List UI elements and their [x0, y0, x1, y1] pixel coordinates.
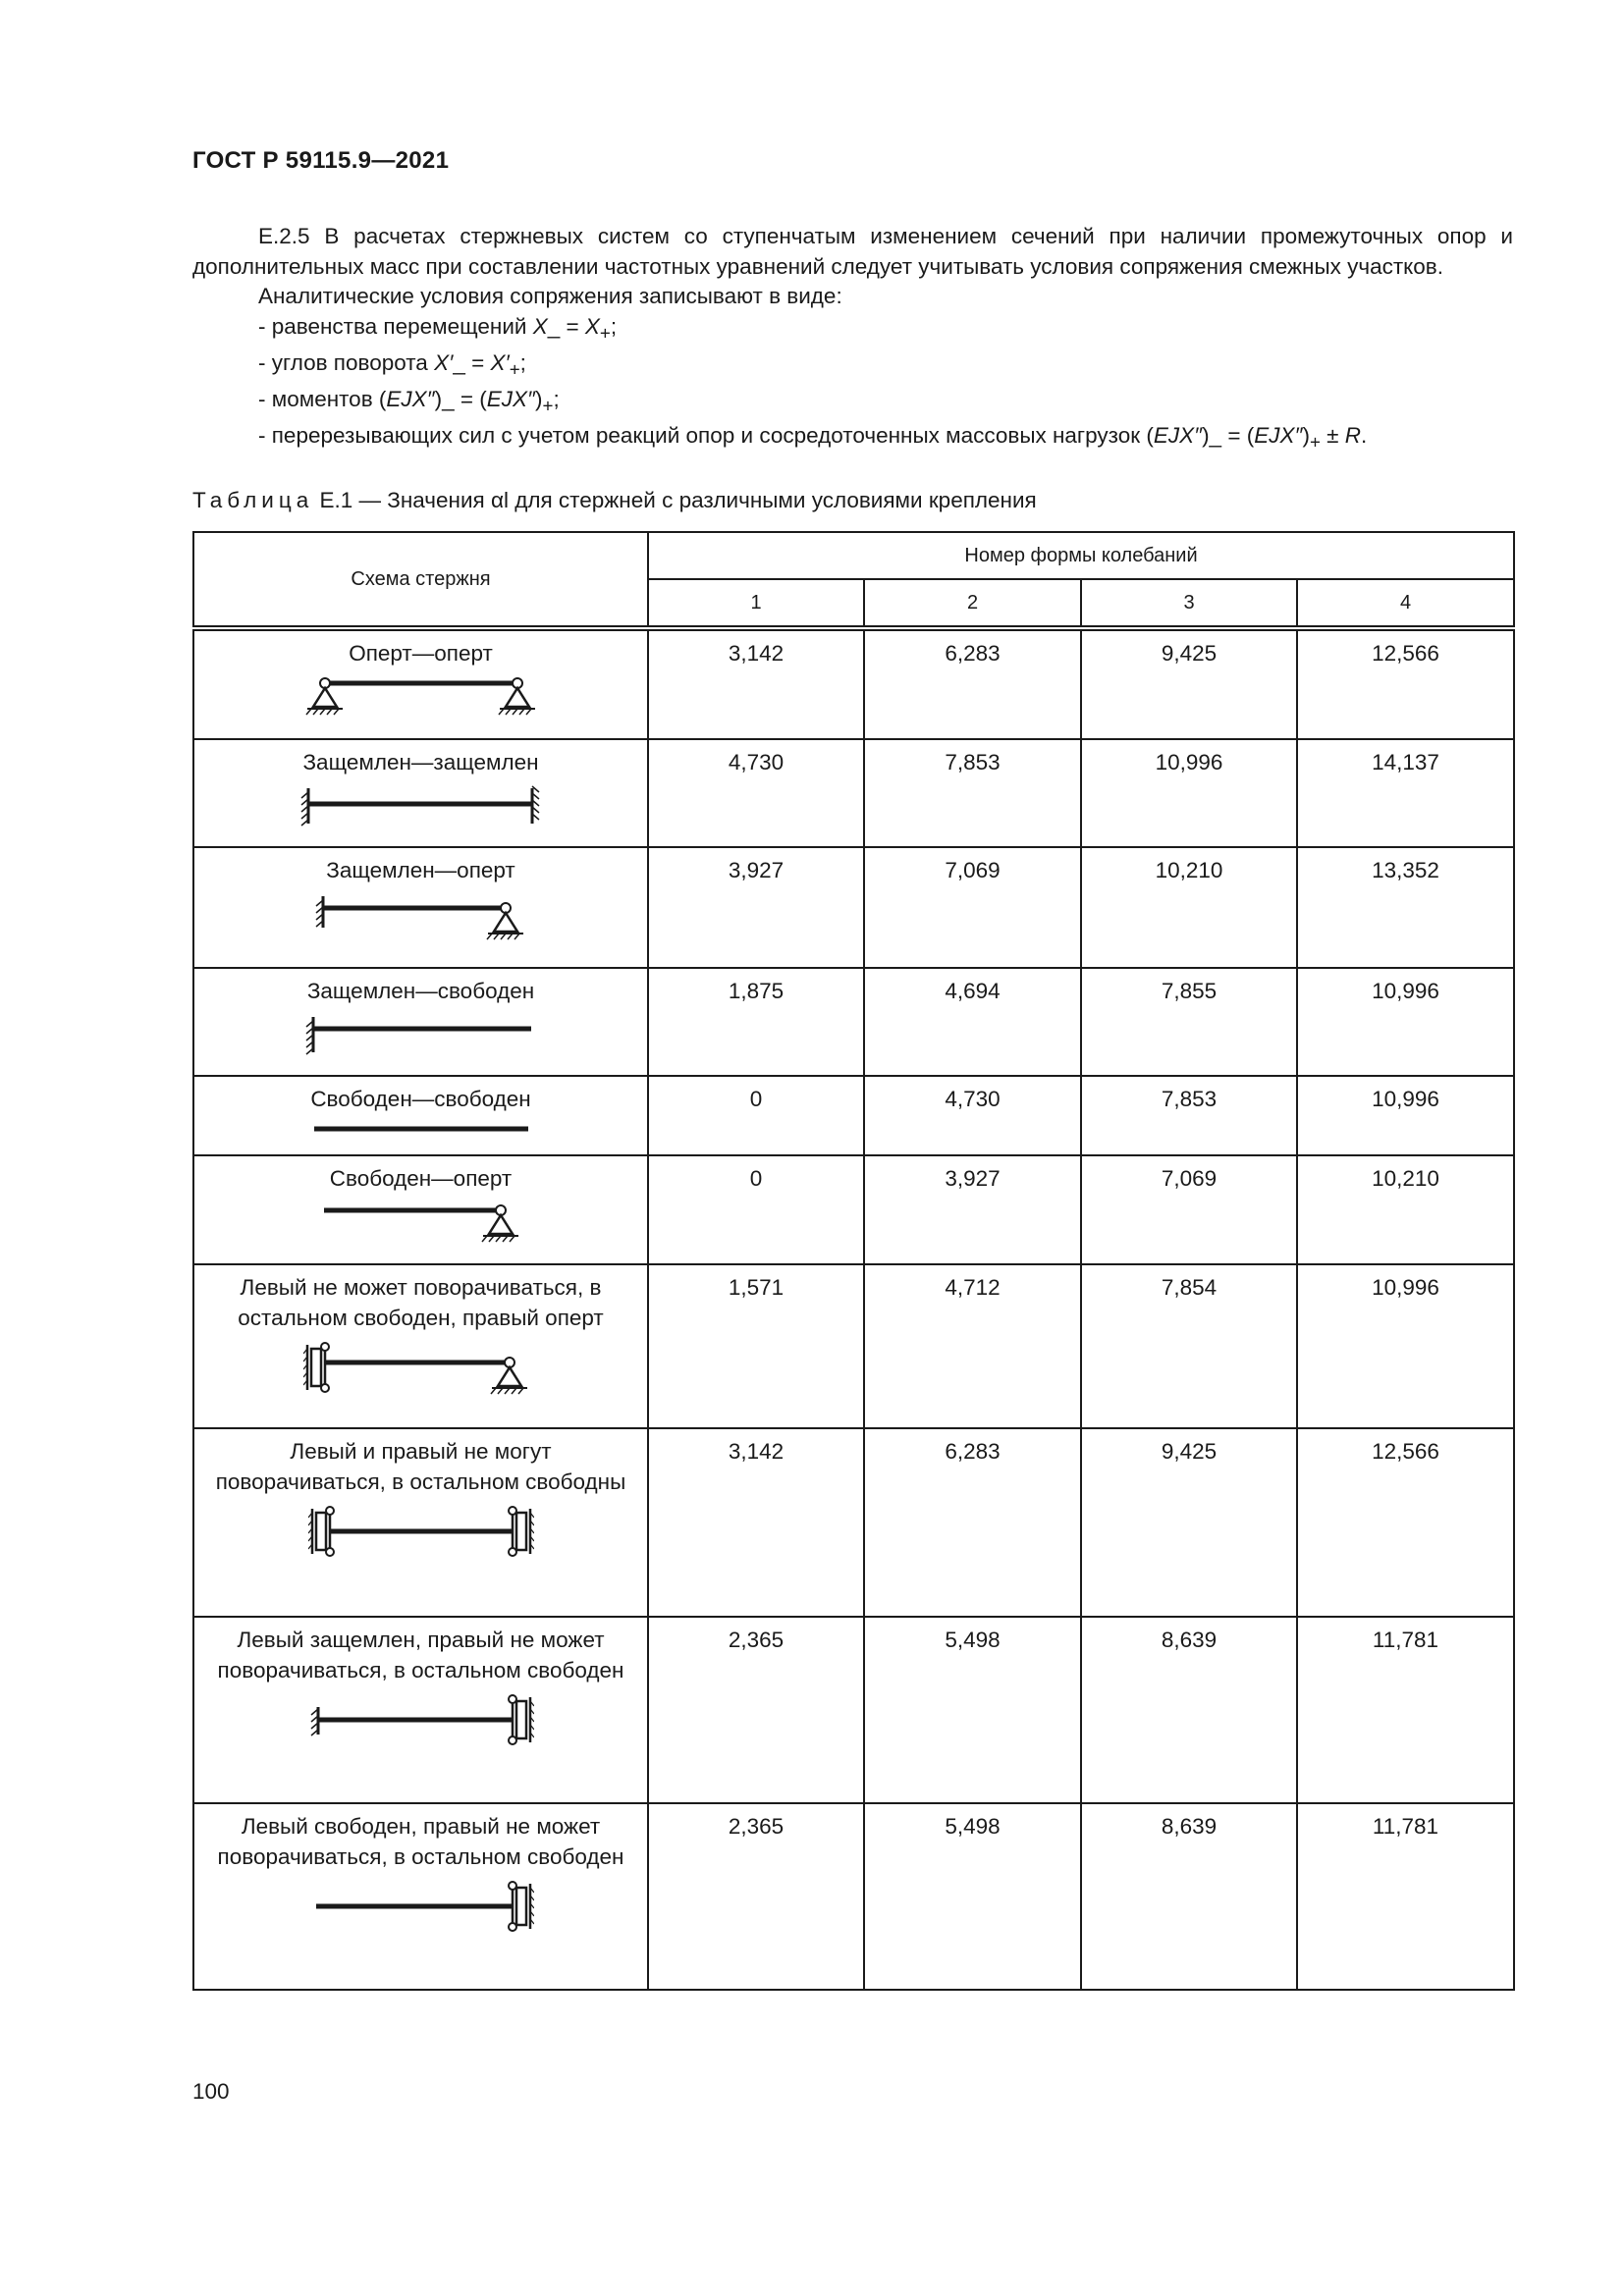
condition-displacements-text: - равенства перемещений	[258, 313, 533, 339]
scheme-name: Оперт—оперт	[349, 641, 493, 666]
table-caption	[192, 488, 1037, 513]
value-cell: 4,730	[864, 1076, 1081, 1155]
value-cell: 8,639	[1081, 1803, 1297, 1990]
value-cell: 7,854	[1081, 1264, 1297, 1428]
value-cell: 3,142	[648, 1428, 864, 1617]
scheme-cell	[193, 1617, 648, 1803]
table-row	[193, 1803, 1514, 1990]
value-cell: 10,210	[1081, 847, 1297, 968]
value-cell: 11,781	[1297, 1803, 1514, 1990]
value-cell: 3,927	[648, 847, 864, 968]
scheme-name: Защемлен—оперт	[326, 858, 515, 882]
value-cell: 6,283	[864, 1428, 1081, 1617]
value-cell: 9,425	[1081, 628, 1297, 739]
alpha-l-table	[192, 531, 1515, 1991]
scheme-name: Защемлен—свободен	[306, 979, 535, 1003]
condition-rotation: - углов поворота X′_ = $X'_+$;	[258, 349, 526, 379]
scheme-cell	[193, 847, 648, 968]
header-mode-1: 1	[648, 579, 864, 628]
scheme-name: Левый и правый не могут поворачиваться, в остальном свободны	[215, 1439, 626, 1494]
value-cell: 10,996	[1297, 1076, 1514, 1155]
scheme-name: Свободен—свободен	[310, 1087, 531, 1111]
body-text	[192, 222, 1513, 457]
table-row	[193, 968, 1514, 1076]
condition-moments-text: - моментов	[258, 386, 379, 411]
page-number: 100	[192, 2079, 230, 2104]
value-cell: 2,365	[648, 1803, 864, 1990]
table-row	[193, 847, 1514, 968]
value-cell: 13,352	[1297, 847, 1514, 968]
guided-guided-icon	[308, 1503, 534, 1564]
value-cell: 4,694	[864, 968, 1081, 1076]
clamped-free-icon	[303, 1013, 539, 1056]
table-row	[193, 1155, 1514, 1264]
scheme-cell	[193, 968, 648, 1076]
value-cell: 9,425	[1081, 1428, 1297, 1617]
condition-shear: - перерезывающих сил с учетом реакций опор и сосредоточенных массовых нагрузок (EJX″)_ = $(EJX'')_+ \pm R$.	[258, 422, 1368, 452]
scheme-name: Левый защемлен, правый не может поворачиваться, в остальном свободен	[217, 1628, 624, 1682]
value-cell: 4,730	[648, 739, 864, 847]
free-pinned-icon	[318, 1201, 524, 1248]
value-cell: 7,853	[864, 739, 1081, 847]
clamped-guided-icon	[308, 1691, 534, 1752]
scheme-cell	[193, 739, 648, 847]
table-row	[193, 1617, 1514, 1803]
scheme-name: Защемлен—защемлен	[302, 750, 539, 774]
value-cell: 11,781	[1297, 1617, 1514, 1803]
value-cell: 10,996	[1081, 739, 1297, 847]
table-row	[193, 739, 1514, 847]
condition-displacements: - равенства перемещений X_ = $X_+$;	[258, 313, 618, 343]
value-cell: 1,875	[648, 968, 864, 1076]
clamped-pinned-icon	[313, 892, 529, 941]
value-cell: 10,996	[1297, 1264, 1514, 1428]
header-mode-group: Номер формы колебаний	[648, 532, 1514, 579]
scheme-cell	[193, 1076, 648, 1155]
condition-shear-text: - перерезывающих сил с учетом реакций опор и сосредоточенных массовых нагрузок	[258, 422, 1147, 448]
value-cell: 1,571	[648, 1264, 864, 1428]
scheme-cell	[193, 628, 648, 739]
value-cell: 6,283	[864, 628, 1081, 739]
value-cell: 4,712	[864, 1264, 1081, 1428]
free-guided-icon	[308, 1878, 534, 1939]
scheme-cell	[193, 1155, 648, 1264]
scheme-name: Свободен—оперт	[329, 1166, 513, 1191]
header-mode-3: 3	[1081, 579, 1297, 628]
table-row	[193, 1428, 1514, 1617]
paragraph-e25: Е.2.5 В расчетах стержневых систем со ступенчатым изменением сечений при наличии промежуточных опор и дополнительных масс при составлении частотных уравнений следует учитывать условия сопряжения смежных участков.	[192, 224, 1513, 279]
scheme-cell	[193, 1264, 648, 1428]
header-scheme: Схема стержня	[193, 532, 648, 628]
value-cell: 3,142	[648, 628, 864, 739]
value-cell: 12,566	[1297, 628, 1514, 739]
document-header: ГОСТ Р 59115.9—2021	[192, 147, 450, 174]
value-cell: 0	[648, 1155, 864, 1264]
value-cell: 5,498	[864, 1617, 1081, 1803]
scheme-cell	[193, 1803, 648, 1990]
clamped-clamped-icon	[298, 784, 544, 828]
free-free-icon	[308, 1121, 534, 1137]
header-mode-2: 2	[864, 579, 1081, 628]
value-cell: 2,365	[648, 1617, 864, 1803]
value-cell: 7,855	[1081, 968, 1297, 1076]
paragraph-conditions: Аналитические условия сопряжения записывают в виде:	[258, 284, 842, 308]
value-cell: 7,069	[1081, 1155, 1297, 1264]
table-row	[193, 1264, 1514, 1428]
scheme-cell	[193, 1428, 648, 1617]
value-cell: 14,137	[1297, 739, 1514, 847]
value-cell: 5,498	[864, 1803, 1081, 1990]
scheme-name: Левый не может поворачиваться, в остальном свободен, правый оперт	[238, 1275, 604, 1330]
value-cell: 7,853	[1081, 1076, 1297, 1155]
value-cell: 7,069	[864, 847, 1081, 968]
value-cell: 12,566	[1297, 1428, 1514, 1617]
condition-rotation-text: - углов поворота	[258, 349, 435, 375]
table-row	[193, 628, 1514, 739]
value-cell: 10,996	[1297, 968, 1514, 1076]
header-mode-4: 4	[1297, 579, 1514, 628]
value-cell: 10,210	[1297, 1155, 1514, 1264]
table-row	[193, 1076, 1514, 1155]
table-caption-label: Таблица	[192, 488, 314, 512]
pinned-pinned-icon	[303, 675, 539, 719]
condition-moments: - моментов (EJX″)_ = $(EJX'')_+$;	[258, 386, 560, 415]
value-cell: 8,639	[1081, 1617, 1297, 1803]
guided-pinned-icon	[303, 1339, 539, 1400]
scheme-name: Левый свободен, правый не может поворачиваться, в остальном свободен	[217, 1814, 624, 1869]
table-caption-text: Е.1 — Значения αl для стержней с различными условиями крепления	[319, 488, 1037, 512]
value-cell: 3,927	[864, 1155, 1081, 1264]
value-cell: 0	[648, 1076, 864, 1155]
